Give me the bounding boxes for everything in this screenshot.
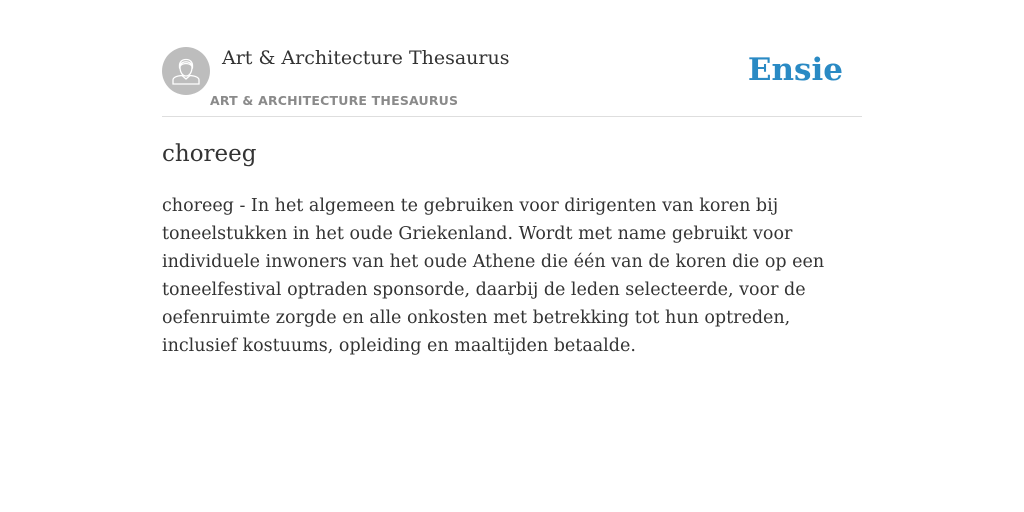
source-avatar[interactable] [162,47,210,95]
definition-text: choreeg - In het algemeen te gebruiken voor dirigenten van koren bij toneelstukken in het oude Griekenland. Wordt met name gebruikt voor individuele inwoners van het oude Athene die één van de koren die op een toneelfestival optraden sponsorde, daarbij de leden selecteerde, voor de oefenruimte zorgde en alle onkosten met betrekking tot hun optreden, inclusief kostuums, opleiding en maaltijden betaalde. [162,196,825,356]
source-header [162,46,862,117]
user-icon [162,47,210,95]
source-title[interactable]: Art & Architecture Thesaurus [222,47,510,69]
source-subtitle[interactable]: ART & ARCHITECTURE THESAURUS [210,93,459,108]
term-title: choreeg [162,141,257,167]
brand-logo[interactable]: Ensie [747,52,843,88]
